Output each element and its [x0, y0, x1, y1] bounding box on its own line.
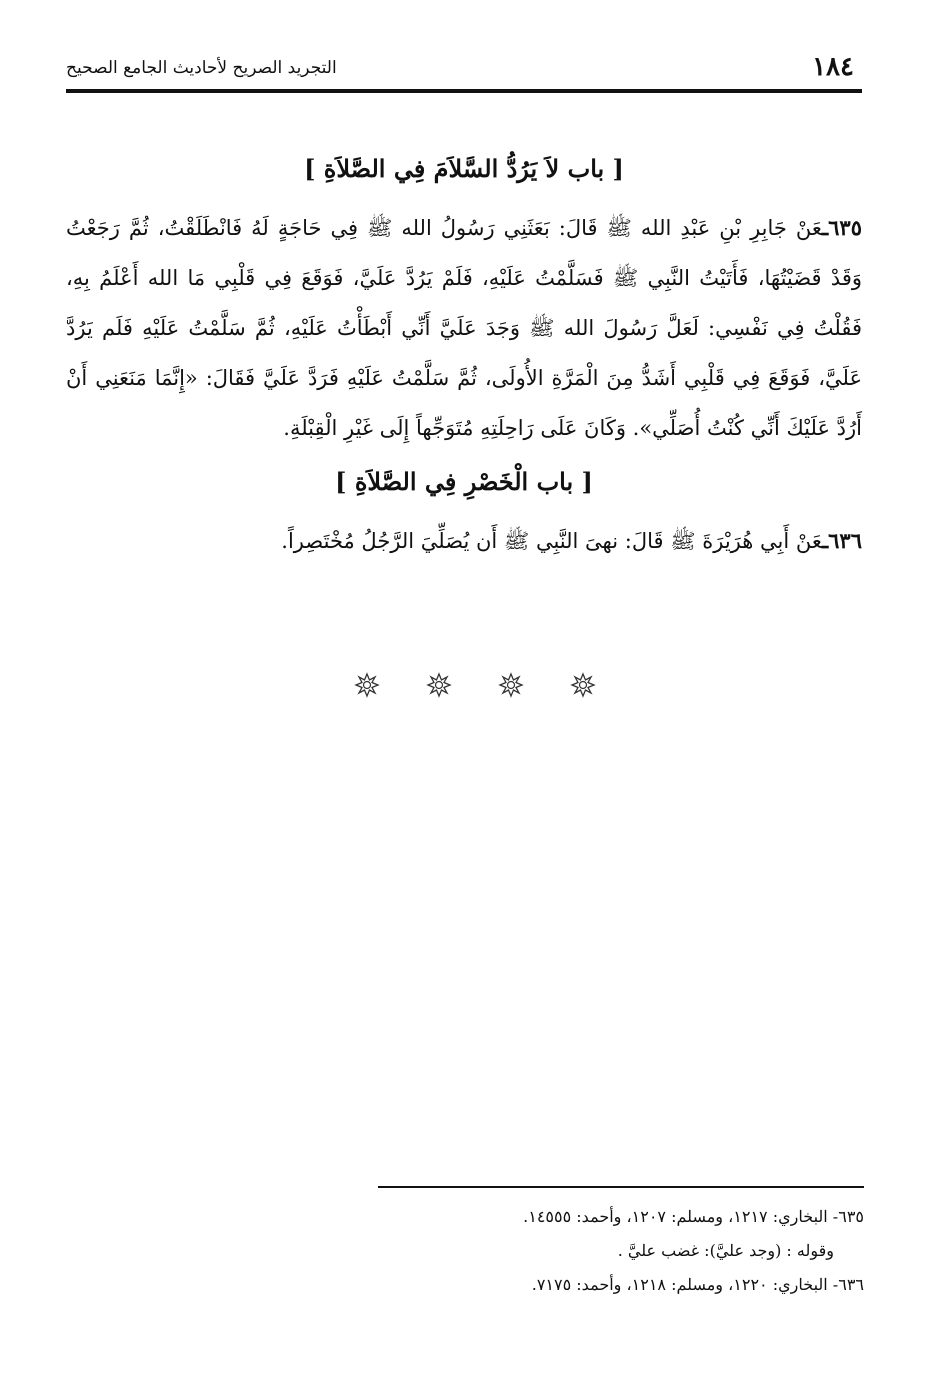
- hadith-number: ٦٣٦ـ: [822, 528, 862, 553]
- running-title: التجريد الصريح لأحاديث الجامع الصحيح: [66, 58, 337, 78]
- footnote-rule: [378, 1186, 864, 1188]
- eight-point-star-icon: [426, 672, 452, 698]
- eight-point-star-icon: [498, 672, 524, 698]
- header-rule: [66, 89, 862, 93]
- section-ornaments: [0, 672, 950, 698]
- hadith-paragraph: [66, 516, 862, 566]
- eight-point-star-icon: [354, 672, 380, 698]
- hadith-number: ٦٣٥ـ: [822, 215, 862, 240]
- hadith-text: عَنْ جَابِرِ بْنِ عَبْدِ الله ﷺ قَالَ: بَعَثَنِي رَسُولُ الله ﷺ فِي حَاجَةٍ لَهُ فَانْطَلَقْتُ، ثُمَّ رَجَعْتُ وَقَدْ قَضَيْتُهَا، فَأَتَيْتُ النَّبِي ﷺ فَسَلَّمْتُ عَلَيْهِ، فَلَمْ يَرُدَّ عَلَيَّ، فَوَقَعَ فِي قَلْبِي مَا الله أَعْلَمُ بِهِ، فَقُلْتُ فِي نَفْسِي: لَعَلَّ رَسُولَ الله ﷺ وَجَدَ عَلَيَّ أَنِّي أَبْطَأْتُ عَلَيْهِ، ثُمَّ سَلَّمْتُ عَلَيْهِ فَلَم يَرُدَّ عَلَيَّ، فَوَقَعَ فِي قَلْبِي أَشَدُّ مِنَ الْمَرَّةِ الأُولَى، ثُمَّ سَلَّمْتُ عَلَيْهِ فَرَدَّ عَلَيَّ فَقَالَ: «إِنَّمَا مَنَعَنِي أَنْ أَرُدَّ عَلَيْكَ أَنِّي كُنْتُ أُصَلِّي». وَكَانَ عَلَى رَاحِلَتِهِ مُتَوَجِّهاً إِلَى غَيْرِ الْقِبْلَةِ.: [66, 216, 862, 440]
- page-header: [66, 48, 862, 92]
- footnote: وقوله : (وجد عليَّ): غضب عليَّ .: [617, 1241, 834, 1260]
- footnote: ٦٣٥- البخاري: ١٢١٧، ومسلم: ١٢٠٧، وأحمد: ١٤٥٥٥.: [523, 1207, 864, 1226]
- footnote: ٦٣٦- البخاري: ١٢٢٠، ومسلم: ١٢١٨، وأحمد: ٧١٧٥.: [531, 1275, 864, 1294]
- hadith-paragraph: [66, 203, 862, 453]
- chapter-heading: [ باب الْخَصْرِ فِي الصَّلاَةِ ]: [335, 467, 593, 496]
- eight-point-star-icon: [570, 672, 596, 698]
- footnotes: [378, 1200, 864, 1302]
- chapter-heading: [ باب لاَ يَرُدُّ السَّلاَمَ فِي الصَّلاَةِ ]: [304, 154, 624, 183]
- main-text: [66, 140, 862, 580]
- hadith-text: عَنْ أَبِي هُرَيْرَةَ ﷺ قَالَ: نهىَ النَّبِي ﷺ أَن يُصَلِّيَ الرَّجُلُ مُخْتَصِراً.: [281, 529, 822, 553]
- page-number: ١٨٤: [812, 52, 854, 82]
